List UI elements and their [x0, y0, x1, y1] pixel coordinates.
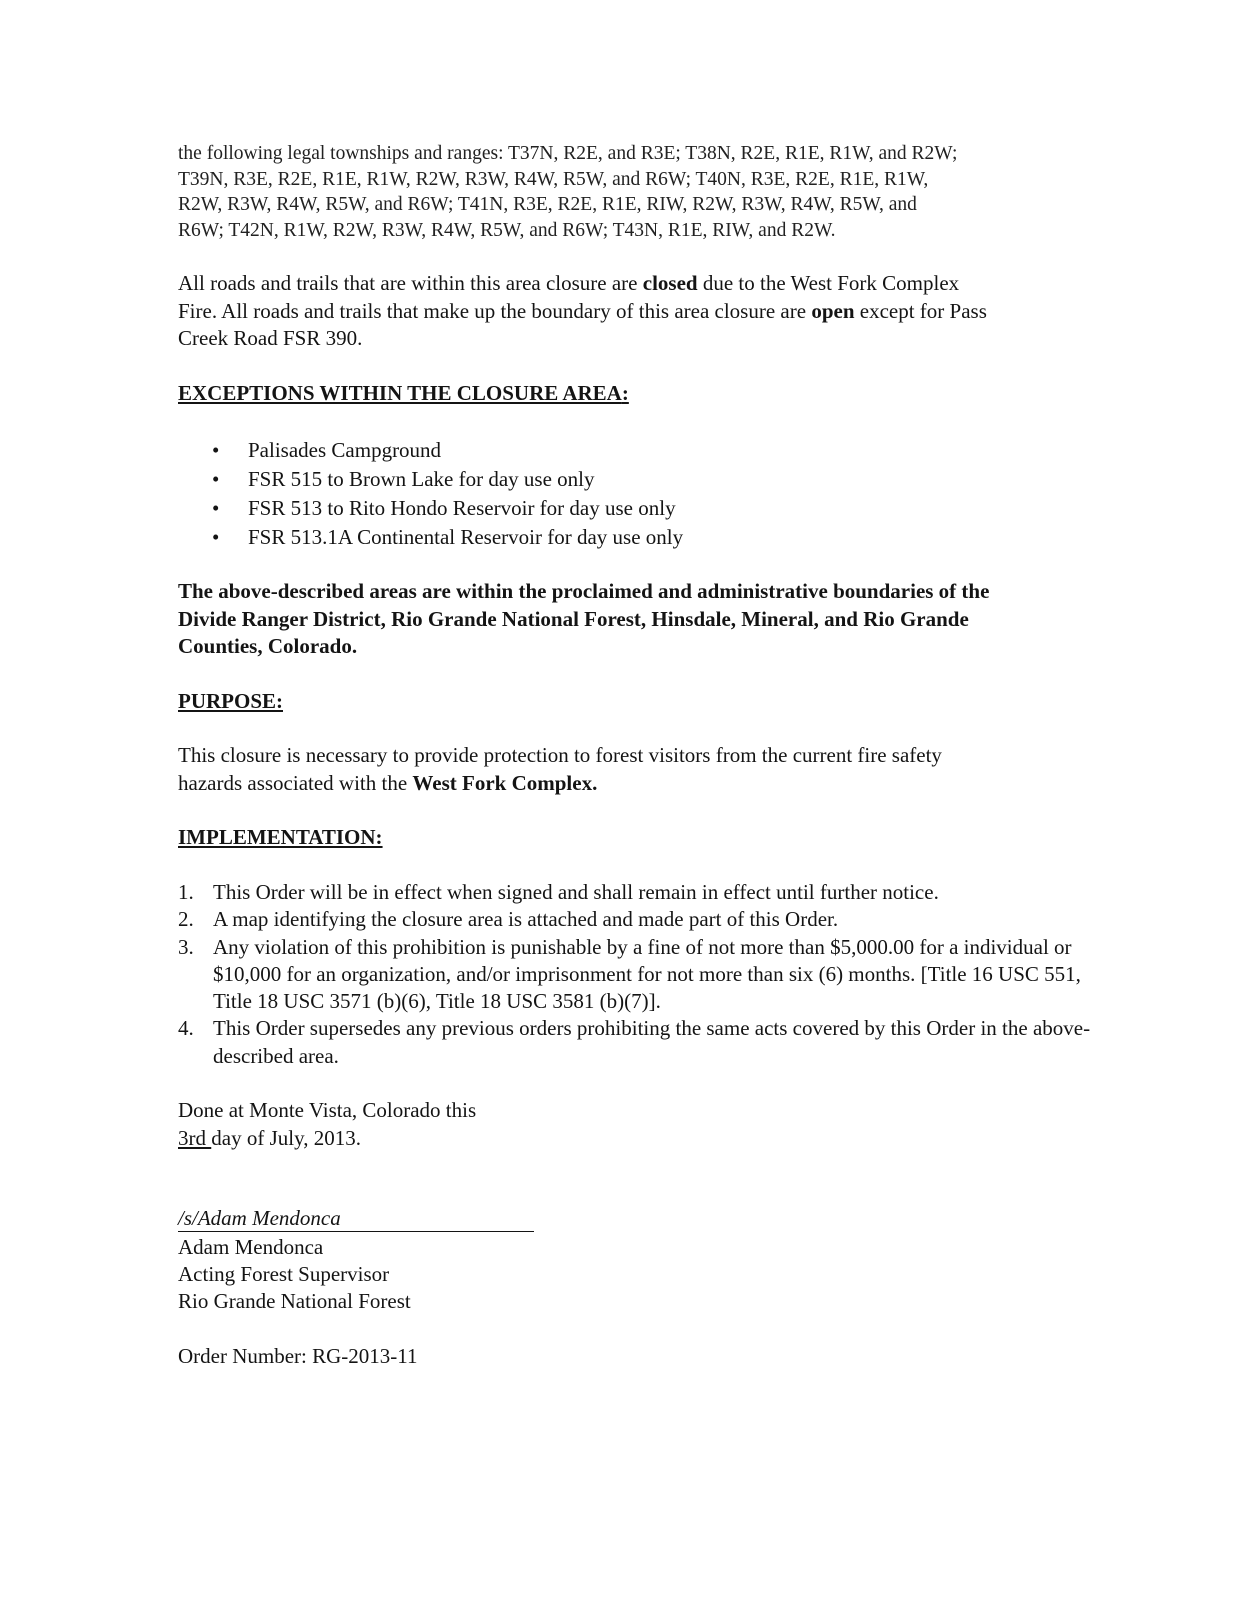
- townships-paragraph: [178, 141, 1108, 243]
- implementation-list: [178, 879, 1108, 1070]
- done-line-1: Done at Monte Vista, Colorado this: [178, 1098, 477, 1122]
- signer-org: Rio Grande National Forest: [178, 1289, 411, 1313]
- bullet-icon: •: [212, 438, 220, 462]
- signer-title: Acting Forest Supervisor: [178, 1262, 390, 1286]
- item-number: 2.: [178, 907, 194, 932]
- list-item: • FSR 515 to Brown Lake for day use only: [212, 465, 683, 494]
- boundaries-line: The above-described areas are within the proclaimed and administrative boundaries of the: [178, 579, 990, 603]
- exceptions-heading: EXCEPTIONS WITHIN THE CLOSURE AREA:: [178, 381, 629, 405]
- bullet-icon: •: [212, 496, 220, 520]
- item-number: 1.: [178, 880, 194, 904]
- item-number: 4.: [178, 1016, 194, 1041]
- bullet-icon: •: [212, 525, 220, 549]
- roads-line-2: Fire. All roads and trails that make up the boundary of this area closure are open except for Pass: [178, 298, 987, 323]
- boundaries-line: Counties, Colorado.: [178, 634, 358, 658]
- list-item: 2. A map identifying the closure area is attached and made part of this Order.: [178, 906, 1108, 933]
- townships-line: R6W; T42N, R1W, R2W, R3W, R4W, R5W, and R6W; T43N, R1E, RIW, and R2W.: [178, 219, 836, 241]
- roads-line-1: All roads and trails that are within this area closure are closed due to the West Fork Complex: [178, 271, 960, 295]
- list-item: 3. Any violation of this prohibition is punishable by a fine of not more than $5,000.00 for a individual or $10,000 for an organization, and/or imprisonment for not more than six (6) months. [Title 16 USC 551, Title 18 USC 3571 (b)(6), Title 18 USC 3581 (b)(7)].: [178, 934, 1081, 1014]
- purpose-line-2: hazards associated with the West Fork Complex.: [178, 770, 598, 795]
- signer-block: [178, 1234, 1108, 1315]
- signing-day: 3rd: [178, 1125, 206, 1150]
- list-item: • Palisades Campground: [212, 436, 683, 465]
- list-item: • FSR 513 to Rito Hondo Reservoir for day use only: [212, 494, 683, 523]
- purpose-line-1: This closure is necessary to provide protection to forest visitors from the current fire safety: [178, 743, 942, 767]
- open-emphasis: open: [811, 298, 855, 323]
- purpose-heading: PURPOSE:: [178, 689, 283, 713]
- list-item: 4. This Order supersedes any previous orders prohibiting the same acts covered by this Order in the above-described area.: [178, 1016, 1091, 1068]
- townships-line: R2W, R3W, R4W, R5W, and R6W; T41N, R3E, R2E, R1E, RIW, R2W, R3W, R4W, R5W, and: [178, 194, 917, 215]
- townships-line: the following legal townships and ranges: T37N, R2E, and R3E; T38N, R2E, R1E, R1W, and R2W;: [178, 143, 958, 164]
- done-line-2: 3rd day of July, 2013.: [178, 1125, 361, 1150]
- bullet-icon: •: [212, 467, 220, 491]
- signature-line: /s/Adam Mendonca: [178, 1206, 534, 1232]
- roads-line-3: Creek Road FSR 390.: [178, 326, 363, 350]
- boundaries-paragraph: [178, 578, 1108, 661]
- done-at-paragraph: [178, 1097, 1108, 1152]
- list-item: • FSR 513.1A Continental Reservoir for day use only: [212, 523, 683, 552]
- west-fork-emphasis: West Fork Complex.: [412, 770, 598, 795]
- townships-line: T39N, R3E, R2E, R1E, R1W, R2W, R3W, R4W, R5W, and R6W; T40N, R3E, R2E, R1E, R1W,: [178, 168, 929, 190]
- implementation-heading: IMPLEMENTATION:: [178, 825, 383, 849]
- order-number: Order Number: RG-2013-11: [178, 1344, 418, 1368]
- purpose-paragraph: [178, 742, 1108, 797]
- list-item: 1. This Order will be in effect when signed and shall remain in effect until further notice.: [178, 879, 1108, 906]
- exceptions-list: [212, 436, 683, 552]
- signer-name: Adam Mendonca: [178, 1235, 324, 1259]
- item-number: 3.: [178, 934, 194, 959]
- closed-emphasis: closed: [642, 271, 698, 295]
- roads-paragraph: [178, 270, 1108, 353]
- boundaries-line: Divide Ranger District, Rio Grande National Forest, Hinsdale, Mineral, and Rio Grande: [178, 606, 969, 631]
